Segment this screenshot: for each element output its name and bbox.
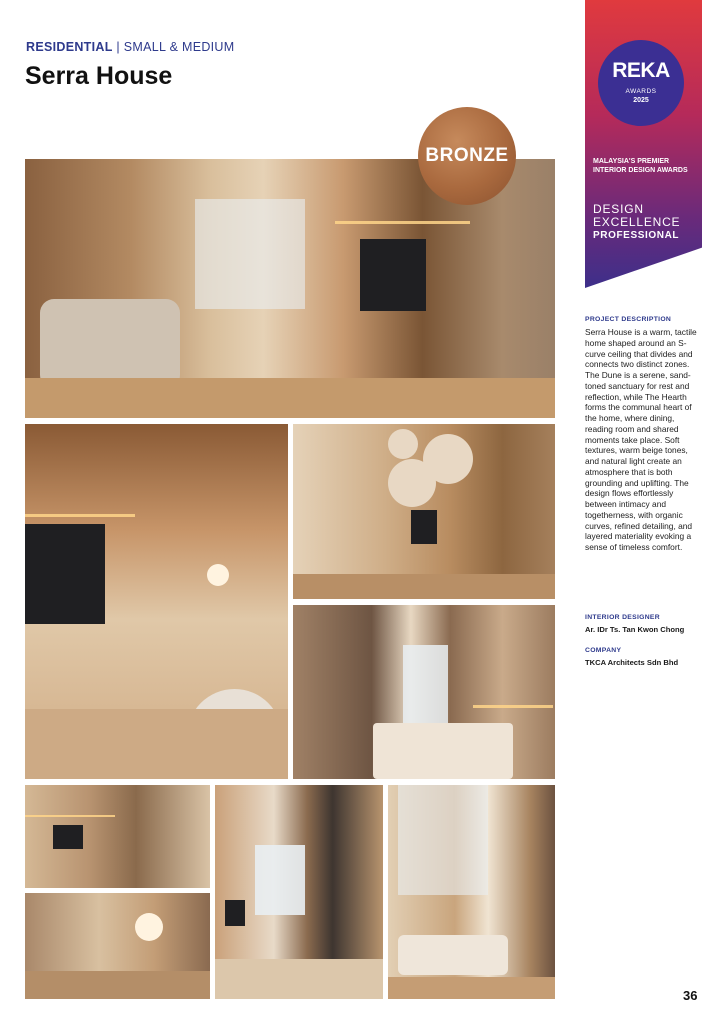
light-strip <box>25 514 135 517</box>
photo-bedroom <box>293 605 555 779</box>
light-strip <box>473 705 553 708</box>
company-label: COMPANY <box>585 647 622 654</box>
project-description-label: PROJECT DESCRIPTION <box>585 316 672 323</box>
bed-shape <box>373 723 513 779</box>
design-line-2: EXCELLENCE <box>593 215 681 229</box>
floor-shape <box>25 378 555 418</box>
tv-shape <box>25 524 105 624</box>
floor-shape <box>25 971 210 999</box>
reka-logo <box>598 40 684 126</box>
photo-study-room <box>215 785 383 999</box>
tv-shape <box>225 900 245 926</box>
floor-shape <box>215 959 383 999</box>
page-number: 36 <box>683 988 698 1003</box>
floor-shape <box>25 709 288 779</box>
project-description-text: Serra House is a warm, tactile home shaped around an S-curve ceiling that divides and connects two distinct zones. The Dune is a serene, sand-toned sanctuary for rest and reflection, while The Hearth forms the communal heart of the home, where dining, reading room and shared moments take place. Soft textures, warm beige tones, and natural light create an atmosphere that is both grounding and uplifting. The design flows effortlessly between intimacy and togetherness, with organic curves, refined detailing, and layered materiality evoking a sense of timeless comfort. <box>585 327 697 552</box>
interior-designer-value: Ar. IDr Ts. Tan Kwon Chong <box>585 625 685 634</box>
pendant-light-shape <box>207 564 229 586</box>
banner-tagline: MALAYSIA'S PREMIER INTERIOR DESIGN AWARDS <box>593 158 688 174</box>
sofa-shape <box>40 299 180 389</box>
bronze-badge: BRONZE <box>418 107 516 205</box>
category-main: RESIDENTIAL <box>26 40 113 54</box>
page-title: Serra House <box>25 62 173 90</box>
light-strip <box>335 221 470 224</box>
design-line-1: DESIGN <box>593 202 644 216</box>
tv-shape <box>360 239 426 311</box>
category-sub: SMALL & MEDIUM <box>123 40 235 54</box>
logo-year-text: 2025 <box>633 97 649 104</box>
photo-window-seat <box>388 785 555 999</box>
bench-shape <box>398 935 508 975</box>
category-heading <box>26 40 234 54</box>
photo-kitchen-shelf <box>293 424 555 599</box>
tv-shape <box>53 825 83 849</box>
light-strip <box>25 815 115 817</box>
logo-main-text: REKA <box>612 59 670 82</box>
photo-tv-wall <box>25 785 210 888</box>
design-line-3: PROFESSIONAL <box>593 230 680 241</box>
window-shape <box>398 785 488 895</box>
photo-dining-curve-ceiling <box>25 424 288 779</box>
window-shape <box>255 845 305 915</box>
category-separator: | <box>116 40 120 54</box>
floor-shape <box>293 574 555 599</box>
pendant-light-shape <box>135 913 163 941</box>
company-value: TKCA Architects Sdn Bhd <box>585 658 679 667</box>
interior-designer-label: INTERIOR DESIGNER <box>585 614 660 621</box>
logo-awards-text: AWARDS <box>625 88 657 95</box>
pendant-light-shape <box>388 459 436 507</box>
tv-shape <box>411 510 437 544</box>
window-shape <box>403 645 448 725</box>
floor-shape <box>388 977 555 999</box>
window-shape <box>195 199 305 309</box>
pendant-light-shape <box>388 429 418 459</box>
photo-corridor <box>25 893 210 999</box>
